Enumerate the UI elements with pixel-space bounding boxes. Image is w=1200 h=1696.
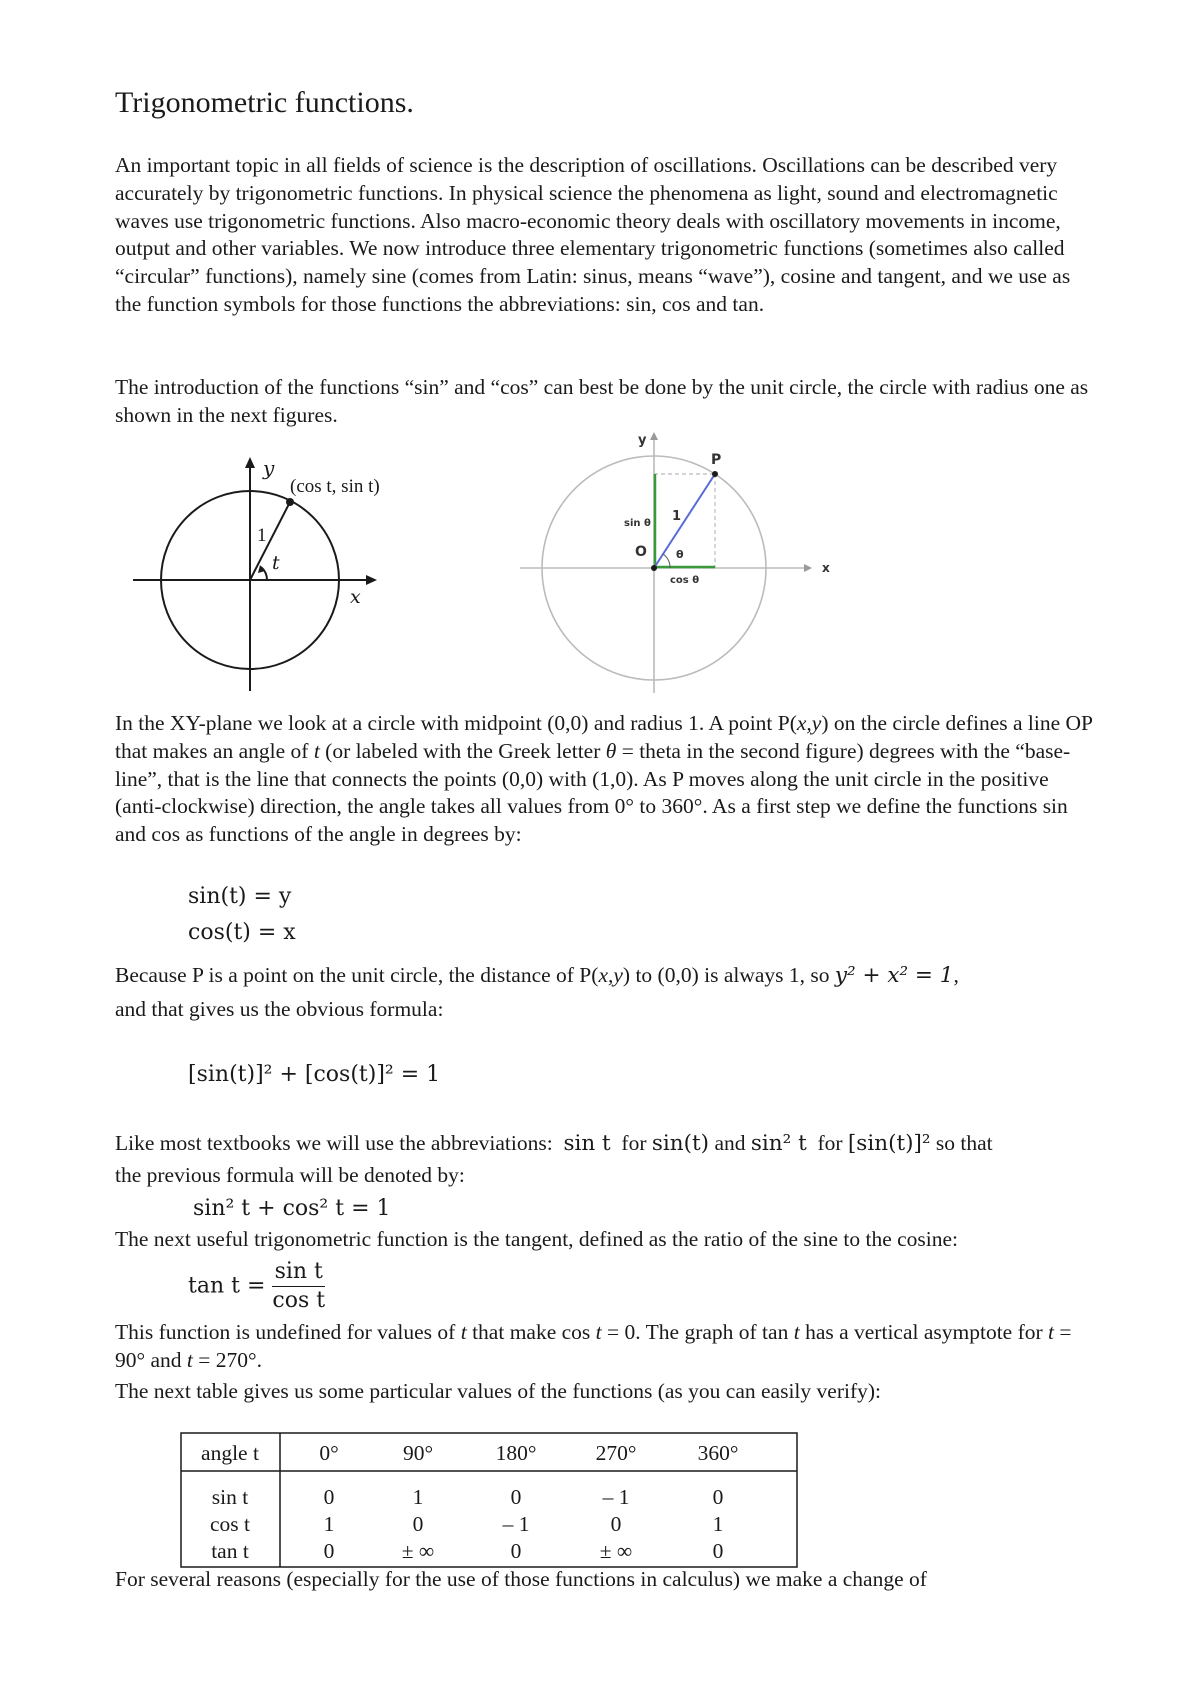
origin-label: O [635,544,647,560]
equation-identity: [sin(t)]² + [cos(t)]² = 1 [188,1062,441,1087]
y-arrow [245,457,255,468]
table-header-cell: 270° [595,1441,637,1465]
origin-dot [651,565,657,571]
point-dot [286,498,294,506]
equation-sin: sin(t) = y [188,884,292,909]
point-dot [712,471,718,477]
pythagoras-equation: y² + x² = 1 [834,963,954,988]
table-cell: 0 [323,1485,335,1509]
table-header-cell: 360° [697,1441,739,1465]
radius-label: 1 [672,509,682,524]
radius-label: 1 [257,525,267,546]
equation-tan: tan t = $\frac{\text{sin t}}{\text{cos t}}$ [188,1259,326,1313]
y-axis-label: y [638,433,647,448]
table-cell: 0 [610,1512,622,1536]
table-cell: 0 [323,1539,335,1563]
x-arrow [366,575,377,585]
table-cell: 0 [712,1485,724,1509]
table-header-cell: 90° [402,1441,434,1465]
values-table [180,1432,798,1568]
xy-plane-paragraph: In the XY-plane we look at a circle with midpoint (0,0) and radius 1. A point P(x,y) on the circle defines a line OP that makes an angle of t (or labeled with the Greek letter θ = theta in the second figure) degrees with the “base-line”, that is the line that connects the points (0,0) with (1,0). As P moves along the unit circle in the positive (anti-clockwise) direction, the angle takes all values from 0° to 360°. As a first step we define the functions sin and cos as functions of the angle in degrees by: [115,711,1093,847]
unit-circle-figure-1 [125,455,485,695]
obvious-formula-line: and that gives us the obvious formula: [115,997,444,1021]
table-cell: cos t [209,1512,251,1536]
distance-paragraph: Because P is a point on the unit circle, the distance of P(x,y) to (0,0) is always 1, so y² + x² = 1, [115,963,959,988]
x-axis-label: x [350,586,361,608]
table-cell: sin t [211,1485,249,1509]
table-cell: ± ∞ [599,1539,633,1563]
table-header-cell: angle t [201,1441,259,1465]
table-cell: ± ∞ [401,1539,435,1563]
table-cell: – 1 [502,1512,530,1536]
table-cell: 0 [510,1485,522,1509]
y-axis-label: y [263,456,275,480]
asymptote-paragraph: This function is undefined for values of t that make cos t = 0. The graph of tan t has a vertical asymptote for t = 90° and t = 270°. [115,1320,1072,1372]
table-header-cell: 0° [319,1441,339,1465]
denoted-line: the previous formula will be denoted by: [115,1163,465,1187]
table-cell: 1 [412,1485,424,1509]
sin-label: sin θ [624,518,651,529]
closing-paragraph: For several reasons (especially for the use of those functions in calculus) we make a change of [115,1567,927,1591]
table-cell: 0 [712,1539,724,1563]
tan-numerator: sin t [272,1258,325,1287]
table-cell: 0 [412,1512,424,1536]
x-axis-label: x [822,561,830,575]
table-cell: 1 [712,1512,724,1536]
y-arrow [650,432,658,440]
table-cell: 0 [510,1539,522,1563]
page-title: Trigonometric functions. [115,86,414,119]
equation-short-identity: sin² t + cos² t = 1 [193,1196,391,1221]
point-label: P [711,452,722,468]
table-cell: – 1 [602,1485,630,1509]
equation-cos: cos(t) = x [188,920,296,945]
tangent-intro: The next useful trigonometric function is the tangent, defined as the ratio of the sine to the cosine: [115,1227,959,1251]
cos-label: cos θ [670,575,700,586]
tan-denominator: cos t [272,1288,326,1313]
point-label: (cos t, sin t) [290,476,380,497]
table-cell: tan t [211,1539,249,1563]
unit-circle-figure-2 [510,430,910,700]
table-cell: 1 [323,1512,335,1536]
table-intro: The next table gives us some particular values of the functions (as you can easily verify): [115,1379,881,1403]
radius-line [250,502,290,580]
table-header-cell: 180° [495,1441,537,1465]
unit-circle-paragraph: The introduction of the functions “sin” and “cos” can best be done by the unit circle, the circle with radius one as shown in the next figures. [115,375,1089,427]
abbreviation-paragraph: Like most textbooks we will use the abbreviations: sin t for sin(t) and sin² t for [sin(t)]² so that [115,1131,993,1156]
intro-paragraph: An important topic in all fields of science is the description of oscillations. Oscillations can be described very accurately by trigonometric functions. In physical science the phenomena as light, sound and electromagnetic waves use trigonometric functions. Also macro-economic theory deals with oscillatory movements in income, output and other variables. We now introduce three elementary trigonometric functions (sometimes also called “circular” functions), namely sine (comes from Latin: sinus, means “wave”), cosine and tangent, and we use as the function symbols for those functions the abbreviations: sin, cos and tan. [115,153,1071,316]
angle-label: t [272,552,280,574]
x-arrow [804,564,812,572]
angle-label: θ [676,548,684,561]
